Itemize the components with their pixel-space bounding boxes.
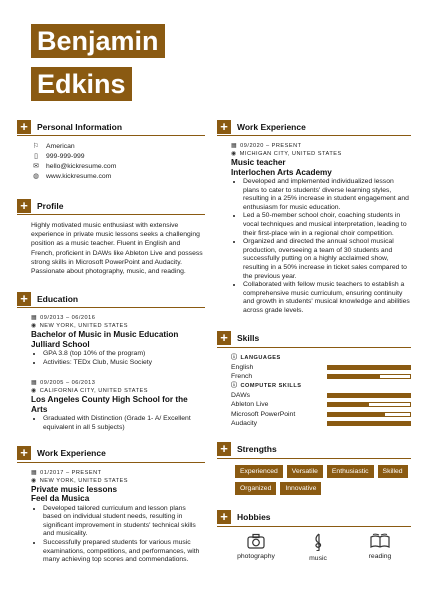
section-title: Education [37,293,79,304]
info-icon: ⓘ [231,382,238,389]
strength-tag: Experienced [235,465,283,478]
education-location: NEW YORK, UNITED STATES [39,323,129,330]
website-row [31,172,205,182]
right-column [217,118,411,562]
section-title: Strengths [237,444,277,454]
strength-tag: Skilled [378,465,408,478]
list-item: • Led a 50-member school choir, coaching students in vocal techniques and musical interpretation, leading to their first-place win in a regional choir competition. [243,212,411,238]
calendar-icon: ▦ [31,315,38,322]
flag-icon: ⚐ [32,143,40,150]
section-personal-info [17,118,205,136]
skill-fill [328,394,410,397]
hobby-item [226,533,286,562]
hobby-item [350,533,410,562]
skill-group-name: LANGUAGES [240,354,281,361]
education-degree: Bachelor of Music in Music Education [31,330,179,340]
location-pin-icon: ◉ [31,323,37,330]
work-location: NEW YORK, UNITED STATES [39,477,129,484]
treble-clef-icon [311,533,325,551]
skill-group-head [231,354,411,363]
skill-name: Ableton Live [231,401,269,408]
list-item: • Graduated with Distinction (Grade 1- A/ Excellent equivalent in all 5 subjects) [43,415,205,432]
section-work-experience-right [217,118,411,136]
skill-fill [328,375,380,378]
skill-group-head [231,382,411,391]
strength-tag: Enthusiastic [327,465,374,478]
website[interactable]: www.kickresume.com [46,173,112,180]
calendar-icon: ▦ [31,380,38,387]
skill-group-name: COMPUTER SKILLS [240,382,302,389]
skill-name: Audacity [231,420,258,427]
skill-bar [327,421,411,426]
list-item: • Collaborated with fellow music teachers to establish a comprehensive music curriculum, ensuring continuity and growth in students' musical knowledge and abilities across grade levels. [243,281,411,315]
hobbies-list [225,533,411,562]
plus-icon: + [17,292,31,306]
skill-row [231,410,411,420]
hobby-label: photography [237,552,275,560]
work-role: Private music lessons [31,484,118,494]
section-hobbies [217,509,411,527]
work-role: Music teacher [231,158,286,167]
hobby-item [288,533,348,562]
location-pin-icon: ◉ [31,477,37,484]
strengths-tags [235,465,411,495]
info-icon: ⓘ [231,354,238,361]
strength-tag: Versatile [287,465,323,478]
work-location: MICHIGAN CITY, UNITED STATES [239,151,342,157]
section-profile [17,197,205,215]
strength-tag: Innovative [280,482,321,495]
skill-name: Microsoft PowerPoint [231,410,296,418]
education-dates: 09/2005 – 06/2013 [40,380,96,387]
phone-icon: ▯ [34,153,38,160]
name-last: Edkins [31,67,132,101]
skill-row [231,363,411,373]
work-dates: 09/2020 – PRESENT [240,143,302,149]
globe-icon: ◍ [32,173,40,180]
plus-icon: + [217,120,231,134]
section-title: Profile [37,200,64,211]
section-title: Work Experience [37,448,106,459]
education-item [31,314,205,367]
book-icon [370,533,390,549]
work-dates: 01/2017 – PRESENT [40,469,102,476]
plus-icon: + [217,331,231,345]
nationality: American [46,143,75,150]
section-education [17,290,205,308]
section-skills [217,330,411,348]
skill-row [231,372,411,382]
education-degree: Los Angeles County High School for the Arts [31,395,188,414]
work-org: Feel da Musica [31,494,90,504]
skill-fill [328,366,410,369]
skill-name: English [231,363,254,371]
list-item: • Developed tailored curriculum and lesson plans based on individual student needs, resulting in significant improvement in students' technical skills and musicality. [43,505,205,539]
work-item [231,142,411,316]
plus-icon: + [17,120,31,134]
profile-text: Highly motivated music enthusiast with extensive experience in private music lessons seeks a challenging position as a music teacher. Fluent in English and French, proficient in DAWs like Ableton Live and possess strong skills in Microsoft PowerPoint and Audacity. Passionate about photography, music, and reading. [31,222,203,276]
section-title: Personal Information [37,121,123,132]
skill-bar [327,365,411,370]
skill-name: DAWs [231,391,251,399]
location-pin-icon: ◉ [31,388,37,395]
section-work-experience-left [17,445,205,463]
education-location: CALIFORNIA CITY, UNITED STATES [39,388,148,395]
section-title: Hobbies [237,512,271,522]
left-column [17,118,205,565]
email-row [31,162,205,172]
work-org: Interlochen Arts Academy [231,167,332,177]
envelope-icon: ✉ [33,163,39,170]
skills-list [231,354,411,429]
skill-bar [327,374,411,379]
skill-row [231,400,411,410]
section-title: Work Experience [237,121,306,132]
phone: 999-999-999 [46,153,85,160]
calendar-icon: ▦ [31,469,38,476]
skill-fill [328,413,385,416]
skill-bar [327,393,411,398]
education-item [31,379,205,432]
skill-fill [328,403,369,406]
education-dates: 09/2013 – 06/2016 [40,315,96,322]
skill-bar [327,412,411,417]
camera-icon [247,533,265,549]
list-item: • Developed and implemented individualized lesson plans to cater to students' diverse learning styles, resulting in a 25% increase in student engagement and enthusiasm for music education. [243,178,411,212]
location-pin-icon: ◉ [231,151,237,157]
plus-icon: + [217,510,231,524]
hobby-label: reading [368,552,392,560]
skill-bar [327,402,411,407]
skill-row [231,419,411,429]
email[interactable]: hello@kickresume.com [46,163,117,170]
strength-tag: Organized [235,482,276,495]
nationality-row [31,142,205,152]
plus-icon: + [17,446,31,460]
list-item: • Organized and directed the annual school musical production, overseeing a team of 30 students and successfully putting on a highly acclaimed show, resulting in a 50% increase in ticket sales compared to the previous year. [243,238,411,281]
calendar-icon: ▦ [231,143,238,149]
list-item: • Activities: TEDx Club, Music Society [43,359,205,368]
hobby-label: music [309,554,327,562]
section-title: Skills [237,333,260,343]
list-item: • GPA 3.8 (top 10% of the program) [43,350,205,359]
education-school: Julliard School [31,339,90,349]
section-strengths [217,441,411,459]
plus-icon: + [217,442,231,456]
skill-name: French [231,373,253,380]
list-item: • Successfully prepared students for various music examinations, competitions, and performances, with many achieving top scores and commendations. [43,539,205,565]
name-first: Benjamin [31,24,165,58]
plus-icon: + [17,199,31,213]
phone-row [31,152,205,162]
skill-fill [328,422,410,425]
skill-row [231,391,411,401]
work-item [31,469,205,565]
